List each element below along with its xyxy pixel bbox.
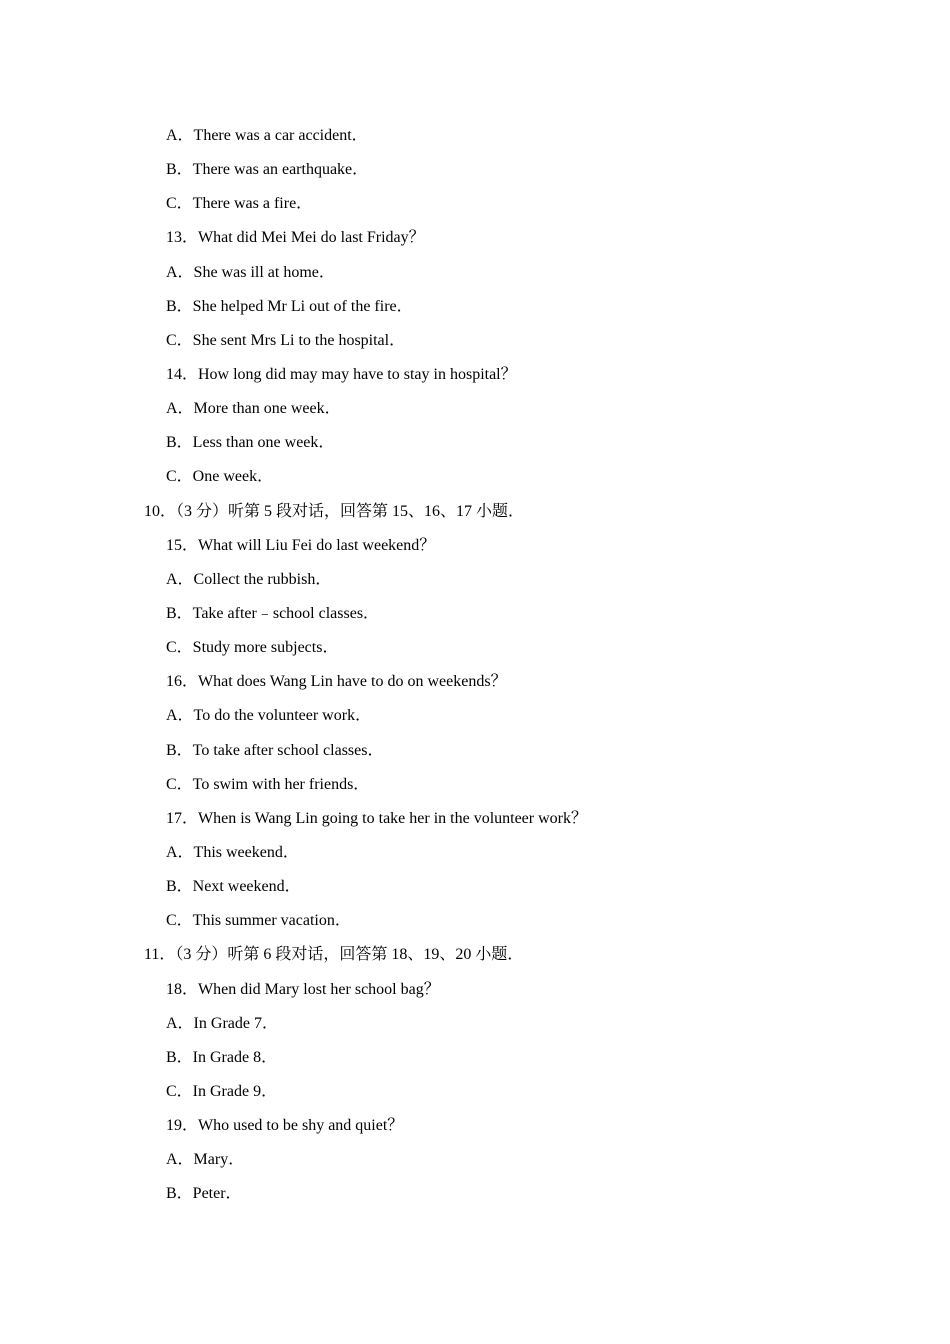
answer-option: B．There was an earthquake．	[166, 161, 369, 179]
section-heading-11: 11．（3 分）听第 6 段对话，回答第 18、19、20 小题．	[144, 946, 524, 964]
answer-option: A．This weekend．	[166, 843, 299, 861]
answer-option: B．Less than one week．	[166, 434, 335, 452]
question-19: 19．Who used to be shy and quiet？	[166, 1117, 404, 1135]
answer-option: C．This summer vacation．	[166, 912, 351, 930]
question-14: 14．How long did may may have to stay in hospital？	[166, 365, 517, 383]
question-17: 17．When is Wang Lin going to take her in the volunteer work？	[166, 809, 587, 827]
answer-option: A．More than one week．	[166, 400, 341, 418]
answer-option: B．She helped Mr Li out of the fire．	[166, 297, 413, 315]
answer-option: B．Take after﹣school classes．	[166, 604, 380, 622]
answer-option: A．Collect the rubbish．	[166, 570, 332, 588]
document-page	[0, 119, 950, 1212]
answer-option: C．She sent Mrs Li to the hospital．	[166, 331, 406, 349]
question-18: 18．When did Mary lost her school bag？	[166, 980, 440, 998]
answer-option: B．Next weekend．	[166, 878, 301, 896]
answer-option: A．To do the volunteer work．	[166, 707, 372, 725]
question-13: 13．What did Mei Mei do last Friday？	[166, 229, 425, 247]
answer-option: A．She was ill at home．	[166, 263, 335, 281]
answer-option: B．To take after school classes．	[166, 741, 384, 759]
question-15: 15．What will Liu Fei do last weekend？	[166, 536, 436, 554]
answer-option: A．In Grade 7．	[166, 1014, 278, 1032]
answer-option: C．One week．	[166, 468, 274, 486]
section-heading-10: 10．（3 分）听第 5 段对话，回答第 15、16、17 小题．	[144, 502, 525, 520]
question-16: 16．What does Wang Lin have to do on weekends？	[166, 673, 507, 691]
answer-option: C．To swim with her friends．	[166, 775, 370, 793]
answer-option: A．There was a car accident．	[166, 127, 368, 144]
answer-option: C．There was a fire．	[166, 195, 313, 213]
answer-option: A．Mary．	[166, 1151, 245, 1169]
answer-option: C．In Grade 9．	[166, 1082, 278, 1100]
answer-option: B．In Grade 8．	[166, 1048, 278, 1066]
answer-option: C．Study more subjects．	[166, 639, 339, 657]
answer-option: B．Peter．	[166, 1185, 242, 1203]
